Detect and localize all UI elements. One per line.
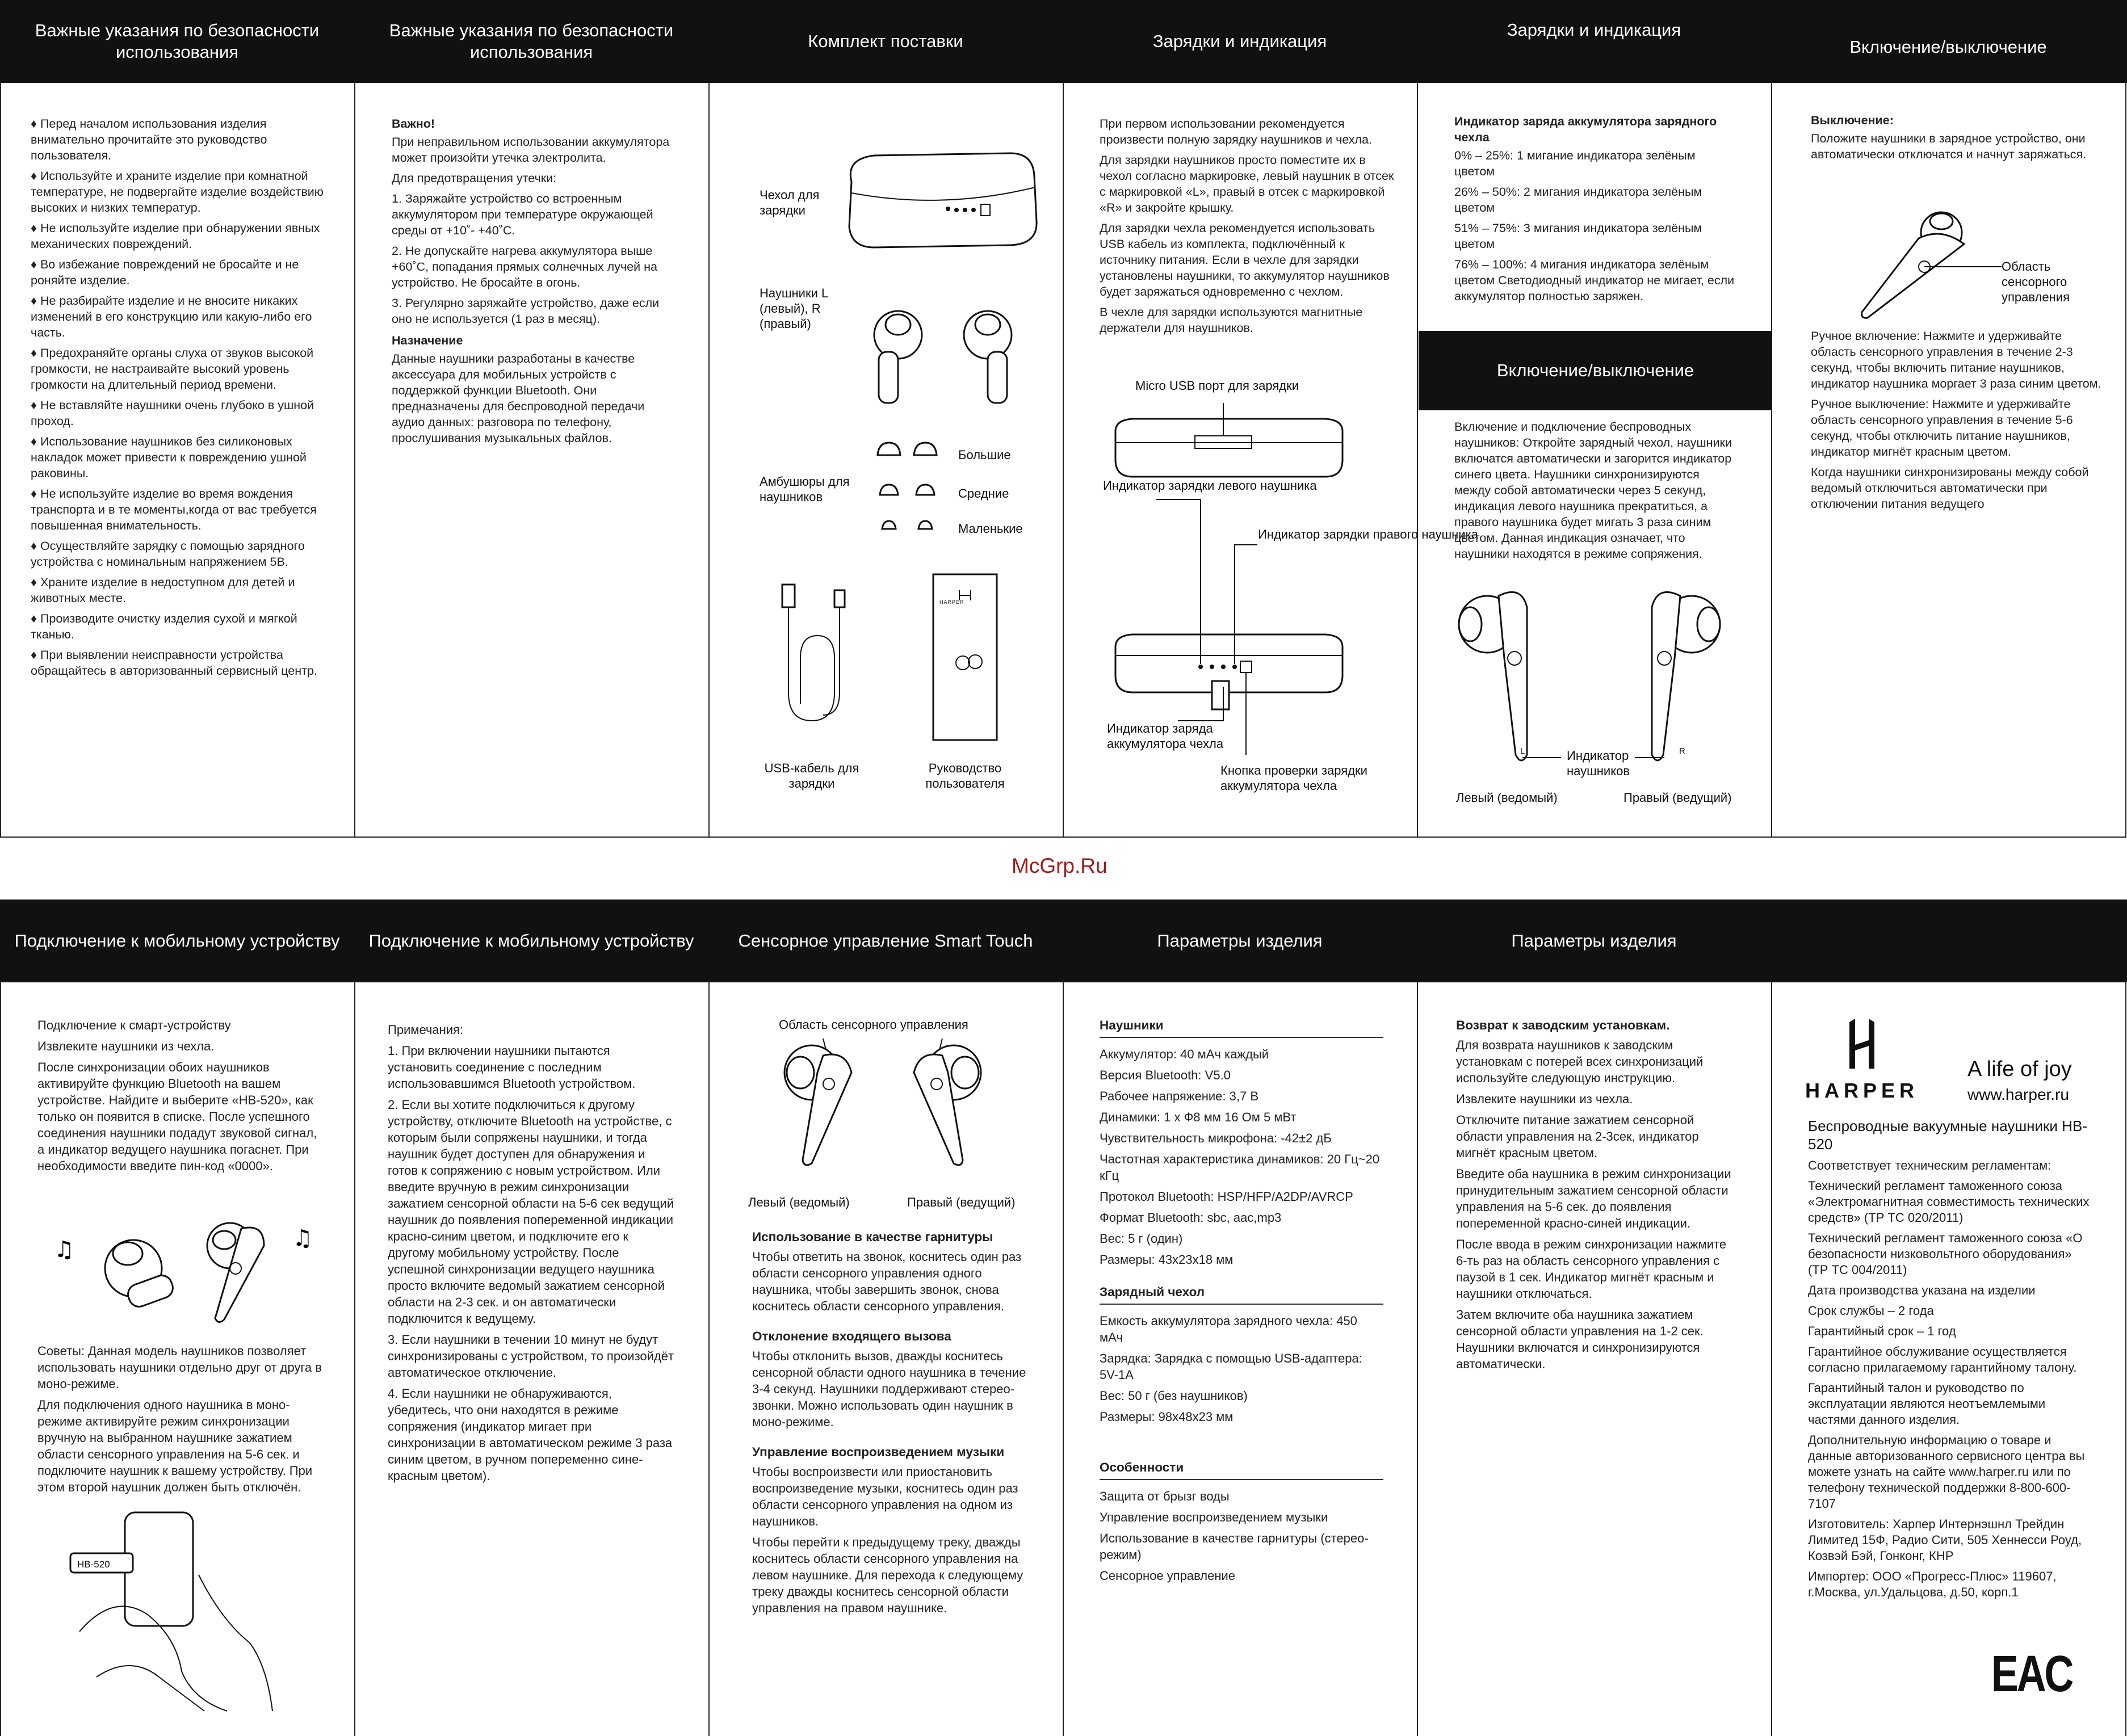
note-item: 1. При включении наушники пытаются установить соединение с последним использовавшимся Bluetooth устройством.	[388, 1044, 636, 1091]
feature-item: Сенсорное управление	[1100, 1569, 1236, 1583]
info-text: Гарантийный срок – 1 год	[1808, 1324, 1956, 1338]
reset-step: Извлеките наушники из чехла.	[1456, 1092, 1633, 1106]
connect-text: Подключение к смарт-устройству	[37, 1018, 231, 1032]
safety-item: ♦ Использование наушников без силиконовых накладок может привести к повреждению ушной раковины.	[31, 435, 307, 480]
panel-divider	[0, 982, 1, 1736]
factory-reset-section	[1456, 1017, 1740, 1377]
safety-list-1	[31, 116, 326, 683]
panel-divider	[1063, 982, 1064, 1736]
spec-item: Динамики: 1 х Ф8 мм 16 Ом 5 мВт	[1100, 1110, 1297, 1124]
info-text: Изготовитель: Харпер Интернэшнл Трейдин Лимитед 15Ф, Радио Сити, 505 Хеннесси Роуд, Козвэй Бэй, Гонконг, КНР	[1808, 1517, 2082, 1563]
spec-item: Формат Bluetooth: sbc, aac,mp3	[1100, 1210, 1282, 1225]
safety-item: ♦ Не вставляйте наушники очень глубоко в ушной проход.	[31, 398, 314, 428]
micro-usb-label: Micro USB порт для зарядки	[1135, 379, 1299, 393]
header-connect-1: Подключение к мобильному устройству	[14, 931, 340, 951]
reject-title: Отклонение входящего вызова	[752, 1329, 951, 1343]
touch-area-earbud-drawing	[1856, 210, 1987, 323]
panel-divider	[2125, 83, 2126, 838]
charging-text: Для зарядки наушников просто поместите их в чехол согласно маркировке, левый наушник в отсек с маркировкой «L», правый в отсек с маркировкой «R» и закройте крышку.	[1100, 153, 1394, 215]
connect-section	[37, 1017, 327, 1179]
music-title: Управление воспроизведением музыки	[752, 1445, 1005, 1459]
prevent-item: 1. Заряжайте устройство со встроенным аккумулятором при температуре окружающей среды от +10˚- +40˚С.	[392, 192, 653, 237]
safety-item: ♦ Храните изделие в недоступном для детей и животных месте.	[31, 575, 295, 605]
tips-small-label: Маленькие	[958, 522, 1023, 536]
prevent-item: 2. Не допускайте нагрева аккумулятора выше +60˚С, попадания прямых солнечных лучей на устройство. Не бросайте в огонь.	[392, 244, 657, 289]
info-text: Гарантийный талон и руководство по эксплуатации являются неотъемлемыми частями данного изделия.	[1808, 1381, 2046, 1427]
right-r-mark: R	[1679, 746, 1685, 756]
headset-title: Использование в качестве гарнитуры	[752, 1230, 993, 1244]
feature-item: Использование в качестве гарнитуры (стерео-режим)	[1100, 1531, 1369, 1562]
harper-brand: HARPER	[1805, 1079, 1919, 1102]
header-onoff: Включение/выключение	[1849, 37, 2047, 57]
panel-divider	[1417, 982, 1418, 1736]
info-text: Технический регламент таможенного союза «О безопасности низковольтного оборудования» (ТР ТС 004/2011)	[1808, 1231, 2083, 1277]
feature-item: Управление воспроизведением музыки	[1100, 1510, 1328, 1524]
onoff-subheader: Включение/выключение	[1419, 331, 1772, 410]
touch-earbuds-drawing	[766, 1039, 993, 1175]
panel-divider	[1417, 83, 1418, 838]
prevent-item: 3. Регулярно заряжайте устройство, даже если оно не используется (1 раз в месяц).	[392, 296, 660, 326]
touch-area-label: Область сенсорного управления	[2002, 259, 2070, 304]
header-params-1: Параметры изделия	[1157, 931, 1323, 951]
info-text: Технический регламент таможенного союза «Электромагнитная совместимость технических средств» (ТР ТС 020/2011)	[1808, 1179, 2090, 1225]
header-safety-1: Важные указания по безопасности использования	[35, 20, 320, 62]
panel-divider	[2125, 982, 2126, 1736]
panel-divider	[0, 83, 1, 838]
factory-reset-title: Возврат к заводским установкам.	[1456, 1018, 1670, 1032]
panel-divider	[354, 83, 355, 838]
spec-item: Чувствительность микрофона: -42±2 дБ	[1100, 1131, 1332, 1145]
charging-text: При первом использовании рекомендуется произвести полную зарядку наушников и чехла.	[1100, 117, 1372, 146]
charging-case-drawing	[834, 148, 1050, 255]
header-charging-2: Зарядки и индикация	[1507, 20, 1681, 40]
off-section	[1811, 112, 2095, 167]
reset-step: Затем включите оба наушника зажатием сенсорной области управления на 1-2 сек. Наушники включатся и синхронизируются автоматически.	[1456, 1308, 1704, 1371]
music-note-icon: ♫	[54, 1237, 74, 1263]
left-indicator-label: Индикатор зарядки левого наушника	[1103, 478, 1317, 493]
watermark: McGrp.Ru	[1012, 854, 1107, 877]
music-text: Чтобы воспроизвести или приостановить воспроизведение музыки, коснитесь один раз области сенсорного управления на одном из наушников.	[752, 1465, 1018, 1528]
safety-item: ♦ Используйте и храните изделие при комнатной температуре, не подвергайте изделие воздействию высоких и низких температур.	[31, 169, 324, 215]
header-connect-2: Подключение к мобильному устройству	[368, 931, 694, 951]
reset-step: После ввода в режим синхронизации нажмите 6-ть раз на область сенсорного управления с паузой в 1 сек. Индикатор мигнёт красным и наушники отключаться.	[1456, 1237, 1727, 1301]
spec-item: Частотная характеристика динамиков: 20 Гц~20 кГц	[1100, 1152, 1380, 1183]
panel-divider	[708, 982, 710, 1736]
touch-area-label: Область сенсорного управления	[779, 1018, 968, 1032]
header-safety-2: Важные указания по безопасности использования	[389, 20, 674, 62]
header-charging-1: Зарядки и индикация	[1152, 31, 1327, 51]
info-text: Соответствует техническим регламентам:	[1808, 1158, 2052, 1172]
spec-item: Рабочее напряжение: 3,7 В	[1100, 1089, 1258, 1103]
slogan: A life of joy	[1967, 1057, 2072, 1081]
battery-indicator-section	[1454, 114, 1738, 309]
brand-info-section	[1808, 1117, 2095, 1605]
purpose-title: Назначение	[392, 334, 463, 347]
website: www.harper.ru	[1967, 1086, 2069, 1103]
headset-text: Чтобы ответить на звонок, коснитесь один раз области сенсорного управления одного наушника, чтобы завершить звонок, снова коснитесь области сенсорного управления.	[752, 1250, 1022, 1313]
safety-item: ♦ Предохраняйте органы слуха от звуков высокой громкости, не настраивайте высокий уровень громкости на длительный период времени.	[31, 346, 314, 392]
reset-step: Отключите питание зажатием сенсорной области управления на 2-3сек, индикатор мигнёт красным цветом.	[1456, 1113, 1699, 1160]
earbuds-specs-title: Наушники	[1100, 1017, 1383, 1038]
reset-step: Для возврата наушников к заводским установкам с потерей всех синхронизаций используйте следующую инструкцию.	[1456, 1038, 1704, 1085]
panel-divider	[1771, 982, 1772, 1736]
case-specs-title: Зарядный чехол	[1100, 1284, 1383, 1305]
spec-item: Размеры: 43х23х18 мм	[1100, 1252, 1234, 1267]
spec-item: Зарядка: Зарядка с помощью USB-адаптера: 5V-1A	[1100, 1351, 1362, 1382]
important-text: При неправильном использовании аккумулятора может произойти утечка электролита.	[392, 135, 670, 165]
panel-divider	[354, 982, 355, 1736]
tips-large-label: Большие	[958, 448, 1011, 462]
battery-level: 76% – 100%: 4 мигания индикатора зелёным цветом Светодиодный индикатор не мигает, если аккумулятор полностью заряжен.	[1454, 258, 1735, 303]
case-indicator-drawing	[1110, 397, 1348, 738]
specs-section	[1100, 1017, 1383, 1588]
safety-item: ♦ При выявлении неисправности устройства обращайтесь в авторизованный сервисный центр.	[31, 648, 317, 678]
safety-item: ♦ Во избежание повреждений не бросайте и не роняйте изделие.	[31, 258, 299, 287]
earbud-indicator-label: Индикатор наушников	[1567, 749, 1630, 778]
panel-divider	[1771, 83, 1772, 838]
earbuds-label: Наушники L (левый), R (правый)	[760, 286, 828, 331]
check-button-label: Кнопка проверки зарядки аккумулятора чехла	[1220, 763, 1367, 793]
spec-item: Аккумулятор: 40 мАч каждый	[1100, 1047, 1269, 1061]
spec-item: Версия Bluetooth: V5.0	[1100, 1068, 1231, 1082]
info-text: Дата производства указана на изделии	[1808, 1283, 2036, 1297]
purpose-text: Данные наушники разработаны в качестве аксессуара для мобильных устройств с поддержкой функции Bluetooth. Они предназначены для беспроводной передачи аудио данных: разговора по телефону, прослушивания музыкальных файлов.	[392, 352, 645, 445]
harper-logo-icon	[1845, 1019, 1879, 1070]
manual-onoff-section	[1811, 328, 2106, 516]
ear-tips-drawing	[874, 438, 942, 535]
sync-off-text: Когда наушники синхронизированы между собой ведомый отключиться автоматически при отключении питания ведущего	[1811, 465, 2089, 511]
notes-section	[388, 1022, 677, 1489]
safety-item: ♦ Не используйте изделие при обнаружении явных механических повреждений.	[31, 221, 320, 251]
tips-text: Для подключения одного наушника в моно-режиме активируйте режим синхронизации вручную на выбранном наушнике зажатием области сенсорного управления на 5-6 сек. и подключите наушник к вашему устройству. При этом второй наушник должен быть отключён.	[37, 1398, 313, 1494]
onoff-text-section	[1454, 419, 1738, 566]
battery-indicator-title: Индикатор заряда аккумулятора зарядного чехла	[1454, 115, 1717, 144]
safety-item: ♦ Производите очистку изделия сухой и мягкой тканью.	[31, 612, 297, 641]
spec-item: Вес: 50 г (без наушников)	[1100, 1389, 1248, 1403]
info-text: Дополнительную информацию о товаре и данные авторизованного сервисного центра вы можете узнать на сайте www.harper.ru или по телефону технической поддержки 8-800-600-7107	[1808, 1433, 2085, 1511]
note-item: 3. Если наушники в течении 10 минут не будут синхронизированы с устройством, то произойдёт автоматическое отключение.	[388, 1333, 674, 1380]
spec-item: Размеры: 98х48х23 мм	[1100, 1410, 1234, 1424]
safety-item: ♦ Не разбирайте изделие и не вносите никаких изменений в его конструкцию или какую-либо его часть.	[31, 294, 312, 339]
notes-title: Примечания:	[388, 1023, 464, 1037]
info-text: Срок службы – 2 года	[1808, 1304, 1934, 1318]
earbuds-drawing	[846, 289, 1039, 403]
info-text: Импортер: ООО «Прогресс-Плюс» 119607, г.Москва, ул.Удальцова, д.50, корп.1	[1808, 1569, 2057, 1599]
manual-off-text: Ручное выключение: Нажмите и удерживайте область сенсорного управления в течение 5-6 секунд, чтобы отключить питание наушников, индикатор мигнёт красным цветом.	[1811, 397, 2073, 459]
features-title: Особенности	[1100, 1459, 1383, 1480]
charging-text: Для зарядки чехла рекомендуется использовать USB кабель из комплекта, подключённый к источнику питания. Если в чехле для зарядки установлены наушники, то аккумулятор наушников будет заряжаться одновременно с чехлом.	[1100, 221, 1390, 299]
usb-cable-drawing	[778, 579, 857, 726]
music-note-icon: ♫	[292, 1225, 313, 1251]
battery-level: 51% – 75%: 3 мигания индикатора зелёным цветом	[1454, 221, 1702, 251]
safety-item: ♦ Осуществляйте зарядку с помощью зарядного устройства с номинальным напряжением 5В.	[31, 539, 305, 569]
tips-label: Амбушюры для наушников	[760, 474, 850, 504]
feature-item: Защита от брызг воды	[1100, 1489, 1230, 1503]
earbuds-music-drawing	[54, 1206, 321, 1331]
safety-list-2	[392, 116, 676, 451]
left-earbud-label: Левый (ведомый)	[1456, 791, 1558, 805]
safety-item: ♦ Перед началом использования изделия внимательно прочитайте это руководство пользователя.	[31, 117, 267, 162]
spec-item: Вес: 5 г (один)	[1100, 1231, 1183, 1246]
spec-item: Емкость аккумулятора зарядного чехла: 450 мАч	[1100, 1314, 1357, 1344]
phone-hand-drawing	[62, 1507, 278, 1717]
note-item: 4. Если наушники не обнаруживаются, убедитесь, что они находятся в режиме сопряжения (индикатор мигает при синхронизации в автоматическом режиме 3 раза синим цветом, в ручном попеременно сине-красным цветом).	[388, 1386, 673, 1483]
important-title: Важно!	[392, 117, 435, 131]
device-name-label: HB-520	[77, 1559, 110, 1570]
music-text: Чтобы перейти к предыдущему треку, дважды коснитесь области сенсорного управления на левом наушнике. Для перехода к следующему треку дважды коснитесь сенсорной области управления на правом наушнике.	[752, 1535, 1023, 1615]
product-name: Беспроводные вакуумные наушники HB-520	[1808, 1117, 2087, 1153]
left-earbud-label: Левый (ведомый)	[748, 1195, 850, 1209]
right-earbud-label: Правый (ведущий)	[907, 1195, 1016, 1209]
right-earbud-label: Правый (ведущий)	[1623, 791, 1732, 805]
spec-item: Протокол Bluetooth: HSP/HFP/A2DP/AVRCP	[1100, 1189, 1353, 1204]
reject-text: Чтобы отклонить вызов, дважды коснитесь сенсорной области одного наушника в течение 3-4 секунд. Наушники поддерживают стерео- звонки. Можно использовать один наушник в моно-режиме.	[752, 1349, 1026, 1429]
manual-on-text: Ручное включение: Нажмите и удерживайте область сенсорного управления в течение 2-3 секунд, чтобы включить питание наушников, индикатор наушника моргает 3 раза синим цветом.	[1811, 329, 2101, 390]
off-title: Выключение:	[1811, 114, 1894, 127]
manual-brand: HARPER	[939, 599, 964, 605]
charging-texts	[1100, 116, 1395, 341]
eac-mark: EAC	[1991, 1646, 2073, 1703]
reset-step: Введите оба наушника в режим синхронизации принудительным зажатием сенсорной области управления на 5-6 сек. до появления попеременной красно-синей индикации.	[1456, 1167, 1731, 1230]
tips-text: Советы: Данная модель наушников позволяет использовать наушники отдельно друг от друга в моно-режиме.	[37, 1344, 322, 1391]
connect-text: После синхронизации обоих наушников активируйте функцию Bluetooth на вашем устройстве. Найдите и выберите «HB-520», как только он появится в списке. После успешного соединения наушники подадут звуковой сигнал, а индикатор ведущего наушника погаснет. При необходимости введите пин-код «0000».	[37, 1060, 317, 1173]
tips-section	[37, 1343, 327, 1500]
charging-text: В чехле для зарядки используются магнитные держатели для наушников.	[1100, 305, 1363, 335]
case-indicator-label: Индикатор заряда аккумулятора чехла	[1107, 721, 1224, 751]
battery-level: 26% – 50%: 2 мигания индикатора зелёным цветом	[1454, 185, 1702, 215]
battery-level: 0% – 25%: 1 мигание индикатора зелёным цветом	[1454, 149, 1696, 178]
safety-item: ♦ Не используйте изделие во время вождения транспорта и в те моменты,когда от вас требуется повышенная внимательность.	[31, 487, 317, 532]
right-indicator-label: Индикатор зарядки правого наушника	[1258, 527, 1478, 541]
manual-label: Руководство пользователя	[925, 761, 1005, 791]
smart-touch-section	[752, 1229, 1036, 1621]
panel-divider	[1063, 83, 1064, 838]
header-package: Комплект поставки	[808, 31, 963, 51]
cable-label: USB-кабель для зарядки	[764, 761, 859, 791]
left-l-mark: L	[1520, 746, 1525, 756]
panel-bottom-border	[0, 837, 2126, 838]
prevent-text: Для предотвращения утечки:	[392, 171, 557, 185]
note-item: 2. Если вы хотите подключиться к другому устройству, отключите Bluetooth на устройстве, с которым были сопряжены наушники, и тогда наушник будет доступен для обнаружения и готов к сопряжению с новым устройством. Или введите вручную в режим синхронизации зажатием сенсорной области на 5-6 сек ведущий наушник до появления попеременной индикации красно-синим цветом, и подключите его к другому мобильному устройству. После успешной синхронизации ведущего наушника просто включите ведомый зажатием сенсорной области на 2-3 сек. и он автоматически подключится к ведущему.	[388, 1098, 674, 1326]
header-smart-touch: Сенсорное управление Smart Touch	[738, 931, 1033, 951]
connect-text: Извлеките наушники из чехла.	[37, 1039, 215, 1053]
case-label: Чехол для зарядки	[760, 188, 820, 217]
panel-divider	[708, 83, 710, 838]
onoff-text: Включение и подключение беспроводных наушников: Откройте зарядный чехол, наушники включатся автоматически и загорится индикатор синего цвета. Наушники синхронизируются между собой автоматически через 5 секунд, индикация левого наушника прекратиться, а правого наушника будет мигать 3 раза синим цветом. Данная индикация означает, что наушники находятся в режиме сопряжения.	[1454, 420, 1732, 561]
tips-medium-label: Средние	[958, 486, 1009, 501]
info-text: Гарантийное обслуживание осуществляется согласно прилагаемому гарантийному талону.	[1808, 1344, 2077, 1374]
off-text: Положите наушники в зарядное устройство, они автоматически отключатся и начнут заряжаться.	[1811, 132, 2087, 161]
header-params-2: Параметры изделия	[1511, 931, 1677, 951]
